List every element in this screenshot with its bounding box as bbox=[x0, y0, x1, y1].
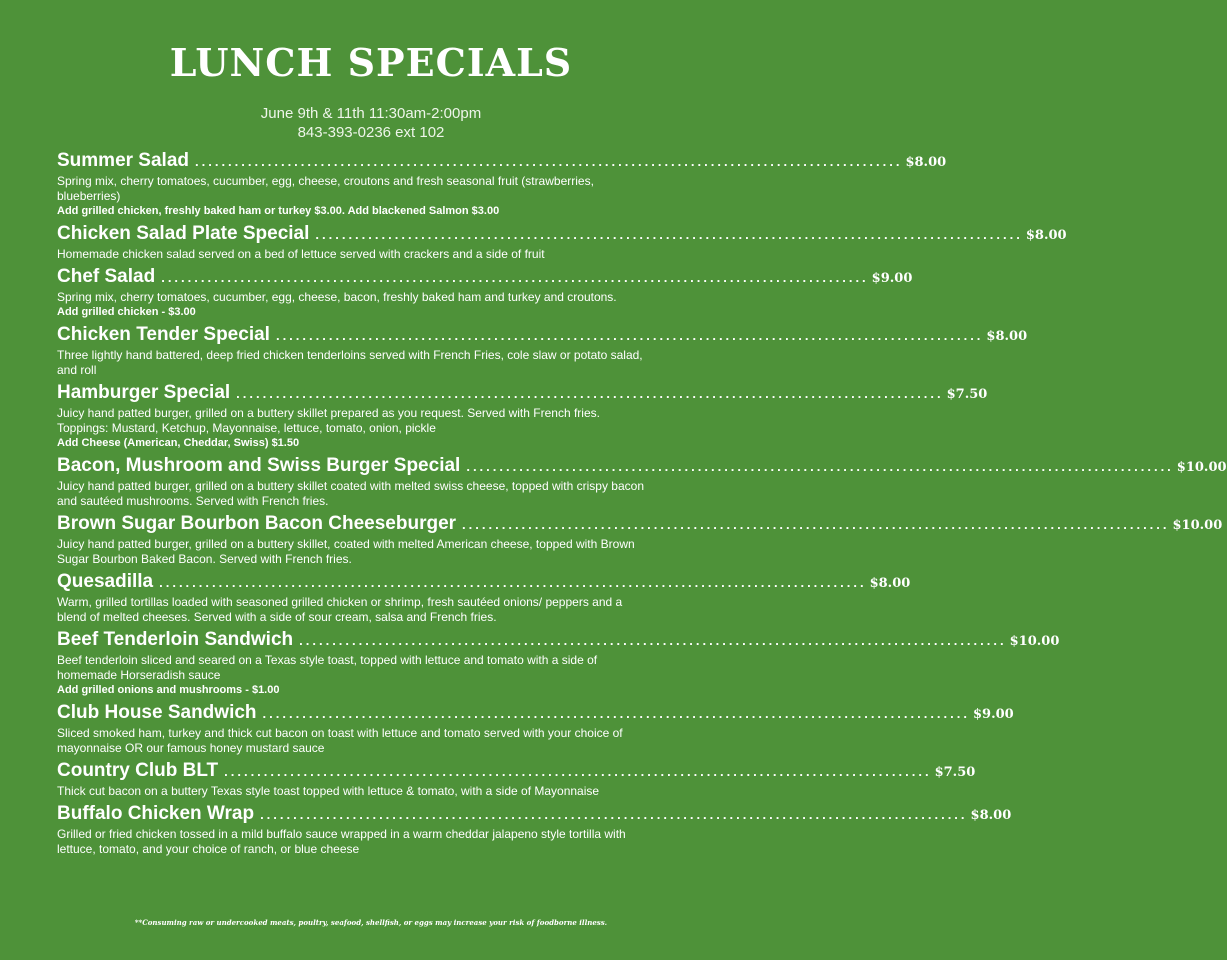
menu-item bbox=[57, 513, 1223, 567]
item-description: Juicy hand patted burger, grilled on a buttery skillet, coated with melted American cheese, topped with Brown Sugar Bourbon Baked Bacon. Served with French fries. bbox=[57, 537, 635, 566]
dot-leader: ........................................................................................................... bbox=[236, 386, 944, 401]
service-dates: June 9th & 11th 11:30am-2:00pm bbox=[260, 105, 482, 122]
item-description: Spring mix, cherry tomatoes, cucumber, egg, cheese, croutons and fresh seasonal fruit (strawberries, blueberries) bbox=[57, 174, 594, 203]
menu-item bbox=[57, 571, 911, 625]
menu-item bbox=[57, 629, 1060, 698]
menu-list bbox=[57, 150, 1227, 861]
item-addon: Add grilled onions and mushrooms - $1.00 bbox=[57, 684, 280, 696]
dot-leader: ........................................................................................................... bbox=[260, 807, 968, 822]
dot-leader: ........................................................................................................... bbox=[224, 764, 932, 779]
item-name: Summer Salad bbox=[57, 150, 189, 171]
item-name: Quesadilla bbox=[57, 571, 154, 592]
item-addon: Add grilled chicken, freshly baked ham or turkey $3.00. Add blackened Salmon $3.00 bbox=[57, 205, 500, 217]
dot-leader: ........................................................................................................... bbox=[462, 517, 1170, 532]
menu-item bbox=[57, 223, 1067, 262]
item-price: $8.00 bbox=[970, 808, 1012, 823]
item-price: $8.00 bbox=[986, 329, 1028, 344]
menu-item bbox=[57, 150, 947, 219]
item-price: $7.50 bbox=[934, 765, 976, 780]
item-description: Grilled or fried chicken tossed in a mild buffalo sauce wrapped in a warm cheddar jalapeno style tortilla with lettuce, tomato, and your choice of ranch, or blue cheese bbox=[57, 827, 626, 856]
item-name: Hamburger Special bbox=[57, 382, 231, 403]
item-name: Chef Salad bbox=[57, 266, 156, 287]
item-price: $9.00 bbox=[973, 707, 1014, 722]
item-price: $8.00 bbox=[905, 155, 947, 170]
item-name: Beef Tenderloin Sandwich bbox=[57, 629, 294, 650]
item-description: Juicy hand patted burger, grilled on a buttery skillet coated with melted swiss cheese, topped with crispy bacon and sautéed mushrooms. Served with French fries. bbox=[57, 479, 644, 508]
item-description: Sliced smoked ham, turkey and thick cut bacon on toast with lettuce and tomato served with your choice of mayonnaise OR our famous honey mustard sauce bbox=[57, 726, 623, 755]
item-description: Spring mix, cherry tomatoes, cucumber, egg, cheese, bacon, freshly baked ham and turkey and croutons. bbox=[57, 290, 617, 304]
item-name: Buffalo Chicken Wrap bbox=[57, 803, 255, 824]
item-description: Warm, grilled tortillas loaded with seasoned grilled chicken or shrimp, fresh sautéed onions/ peppers and a blend of melted cheeses. Served with a side of sour cream, salsa and French fries. bbox=[57, 595, 623, 624]
item-description: Beef tenderloin sliced and seared on a Texas style toast, topped with lettuce and tomato with a side of homemade Horseradish sauce bbox=[57, 653, 598, 682]
item-name: Club House Sandwich bbox=[57, 702, 257, 723]
dot-leader: ........................................................................................................... bbox=[262, 706, 970, 721]
dot-leader: ........................................................................................................... bbox=[159, 575, 867, 590]
item-description: Juicy hand patted burger, grilled on a buttery skillet prepared as you request. Served with French fries. Toppings: Mustard, Ketchup, Mayonnaise, lettuce, tomato, onion, pickle bbox=[57, 406, 600, 435]
item-name: Chicken Tender Special bbox=[57, 324, 270, 345]
dot-leader: ........................................................................................................... bbox=[466, 459, 1174, 474]
item-price: $9.00 bbox=[871, 271, 913, 286]
menu-item bbox=[57, 266, 913, 320]
dot-leader: ........................................................................................................... bbox=[315, 227, 1023, 242]
menu-item bbox=[57, 702, 1014, 756]
menu-item bbox=[57, 324, 1028, 378]
item-name: Country Club BLT bbox=[57, 760, 219, 781]
item-addon: Add grilled chicken - $3.00 bbox=[57, 306, 196, 318]
item-price: $8.00 bbox=[1025, 228, 1067, 243]
menu-item bbox=[57, 382, 988, 451]
dot-leader: ........................................................................................................... bbox=[275, 328, 984, 343]
menu-item bbox=[57, 455, 1227, 509]
item-price: $10.00 bbox=[1176, 460, 1227, 475]
phone-number: 843-393-0236 ext 102 bbox=[297, 124, 445, 141]
item-addon: Add Cheese (American, Cheddar, Swiss) $1.50 bbox=[57, 437, 300, 449]
item-price: $10.00 bbox=[1172, 518, 1223, 533]
item-name: Chicken Salad Plate Special bbox=[57, 223, 310, 244]
item-price: $8.00 bbox=[869, 576, 911, 591]
item-price: $7.50 bbox=[946, 387, 988, 402]
page-title: LUNCH SPECIALS bbox=[169, 40, 573, 85]
item-description: Three lightly hand battered, deep fried chicken tenderloins served with French Fries, cole slaw or potato salad, and roll bbox=[57, 348, 643, 377]
food-safety-disclaimer: **Consuming raw or undercooked meats, poultry, seafood, shellfish, or eggs may increase your risk of foodborne illness. bbox=[134, 918, 608, 927]
item-name: Brown Sugar Bourbon Bacon Cheeseburger bbox=[57, 513, 457, 534]
dot-leader: ........................................................................................................... bbox=[299, 633, 1007, 648]
item-description: Homemade chicken salad served on a bed of lettuce served with crackers and a side of fruit bbox=[57, 247, 545, 261]
item-price: $10.00 bbox=[1009, 634, 1060, 649]
dot-leader: ........................................................................................................... bbox=[195, 154, 903, 169]
item-description: Thick cut bacon on a buttery Texas style toast topped with lettuce & tomato, with a side of Mayonnaise bbox=[57, 784, 600, 798]
menu-item bbox=[57, 803, 1012, 857]
menu-item bbox=[57, 760, 976, 799]
dot-leader: ........................................................................................................... bbox=[161, 270, 869, 285]
item-name: Bacon, Mushroom and Swiss Burger Special bbox=[57, 455, 461, 476]
